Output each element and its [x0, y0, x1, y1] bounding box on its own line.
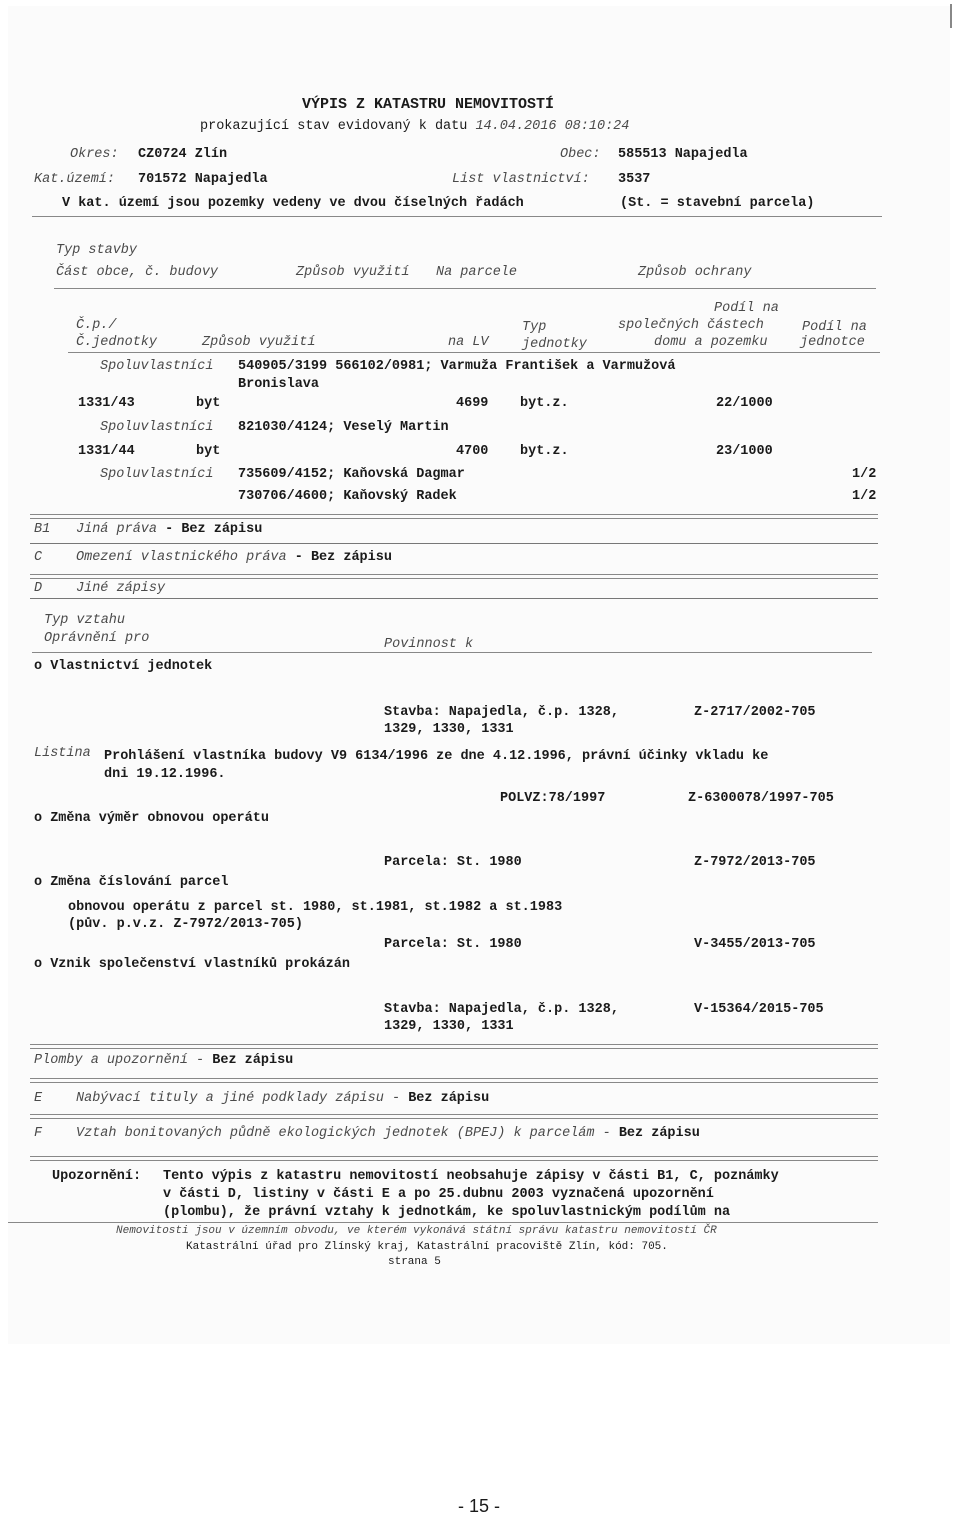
- section-b1-value: - Bez zápisu: [165, 522, 263, 537]
- unit-type: byt.z.: [520, 396, 569, 411]
- divider: [8, 1222, 878, 1223]
- unit-lv: 4699: [456, 396, 489, 411]
- section-c-value: - Bez zápisu: [294, 550, 392, 565]
- entry-stavba: Stavba: Napajedla, č.p. 1328,: [384, 1002, 619, 1017]
- entry-text-cont: (pův. p.v.z. Z-7972/2013-705): [68, 917, 303, 932]
- okres-label: Okres:: [70, 147, 119, 162]
- notice-label: Upozornění:: [52, 1169, 142, 1184]
- entry-polvz: POLVZ:78/1997: [500, 791, 606, 806]
- col-povinnost-k: Povinnost k: [384, 637, 474, 652]
- cadastral-document: [8, 6, 950, 1344]
- divider: [32, 216, 882, 217]
- unit-share: 22/1000: [716, 396, 773, 411]
- page-number: - 15 -: [458, 1496, 501, 1516]
- unit-use: byt: [196, 396, 221, 411]
- unit-share: 23/1000: [716, 444, 773, 459]
- plomby-title: Plomby a upozornění: [34, 1053, 188, 1068]
- col-typ: Typ: [522, 320, 547, 335]
- col-c-jednotky: Č.jednotky: [76, 335, 158, 350]
- section-divider: [30, 1078, 878, 1083]
- obec-label: Obec:: [560, 147, 601, 162]
- section-f-heading: [76, 1125, 700, 1142]
- entry-stavba: Stavba: Napajedla, č.p. 1328,: [384, 705, 619, 720]
- listina-text: Prohlášení vlastníka budovy V9 6134/1996 ze dne 4.12.1996, právní účinky vkladu ke: [104, 749, 769, 764]
- section-divider: [30, 1114, 878, 1119]
- notice-line-3: (plombu), že právní vztahy k jednotkám, ke spoluvlastnickým podílům na: [163, 1205, 731, 1220]
- coowners-text-cont: Bronislava: [238, 377, 320, 392]
- obec-value: 585513 Napajedla: [618, 147, 748, 162]
- col-spolecnych: společných částech: [618, 318, 764, 333]
- coowners-text: 540905/3199 566102/0981; Varmuža František a Varmužová: [238, 359, 676, 374]
- col-podil-na-2: Podíl na: [802, 320, 867, 335]
- section-b1-title: Jiná práva: [76, 522, 158, 537]
- page-label: strana 5: [388, 1256, 441, 1268]
- entry-reference: Z-7972/2013-705: [694, 855, 816, 870]
- entry-title: o Vlastnictví jednotek: [34, 659, 213, 674]
- lv-label: List vlastnictví:: [452, 172, 590, 187]
- section-d-code: D: [34, 581, 43, 596]
- col-zpusob-vyuziti-unit: Způsob využití: [202, 335, 316, 350]
- coowners-label: Spoluvlastníci: [100, 467, 214, 482]
- kat-uzemi-label: Kat.území:: [34, 172, 116, 187]
- listina-label: Listina: [34, 746, 91, 761]
- section-b1-heading: [76, 521, 262, 538]
- coowners-label: Spoluvlastníci: [100, 359, 214, 374]
- entry-parcela: Parcela: St. 1980: [384, 855, 522, 870]
- plomby-value: Bez zápisu: [212, 1053, 294, 1068]
- record-date: 14.04.2016 08:10:24: [475, 119, 630, 134]
- entry-title: o Vznik společenství vlastníků prokázán: [34, 957, 350, 972]
- entry-text: obnovou operátu z parcel st. 1980, st.1981, st.1982 a st.1983: [68, 900, 563, 915]
- numbering-note-legend: (St. = stavební parcela): [620, 196, 815, 211]
- divider: [32, 652, 872, 653]
- col-cp: Č.p./: [76, 318, 117, 333]
- coowner-2-share: 1/2: [852, 489, 877, 504]
- section-c-heading: [76, 549, 392, 566]
- col-domu: domu a pozemku: [654, 335, 768, 350]
- coowners-text: 821030/4124; Veselý Martin: [238, 420, 449, 435]
- section-divider: [30, 574, 878, 579]
- section-c-code: C: [34, 550, 43, 565]
- col-cast-obce: Část obce, č. budovy: [56, 265, 219, 280]
- col-typ-stavby: Typ stavby: [56, 243, 138, 258]
- entry-reference: Z-6300078/1997-705: [688, 791, 834, 806]
- col-na-parcele: Na parcele: [436, 265, 518, 280]
- section-divider: [30, 514, 878, 519]
- section-e-dash: -: [391, 1091, 401, 1106]
- notice-line-2: v části D, listiny v části E a po 25.dubnu 2003 vyznačená upozornění: [163, 1187, 714, 1202]
- col-zpusob-vyuziti: Způsob využití: [296, 265, 410, 280]
- footer-note-2: Katastrální úřad pro Zlínský kraj, Katastrální pracoviště Zlín, kód: 705.: [186, 1241, 668, 1253]
- unit-number: 1331/44: [78, 444, 135, 459]
- col-jednotce: jednotce: [800, 335, 865, 350]
- section-f-value: Bez zápisu: [618, 1126, 700, 1141]
- unit-type: byt.z.: [520, 444, 569, 459]
- entry-stavba-cont: 1329, 1330, 1331: [384, 722, 514, 737]
- col-jednotky: jednotky: [522, 337, 587, 352]
- coowner-1: 735609/4152; Kaňovská Dagmar: [238, 467, 465, 482]
- section-f-code: F: [34, 1126, 43, 1141]
- section-divider: [30, 543, 878, 544]
- unit-number: 1331/43: [78, 396, 135, 411]
- entry-reference: V-15364/2015-705: [694, 1002, 824, 1017]
- col-podil-na: Podíl na: [714, 301, 779, 316]
- section-c-title: Omezení vlastnického práva: [76, 550, 287, 565]
- entry-reference: Z-2717/2002-705: [694, 705, 816, 720]
- section-e-code: E: [34, 1091, 43, 1106]
- section-b1-code: B1: [34, 522, 51, 537]
- col-typ-vztahu: Typ vztahu: [44, 613, 126, 628]
- listina-text-cont: dni 19.12.1996.: [104, 767, 226, 782]
- section-e-heading: [76, 1090, 489, 1107]
- entry-title: o Změna výměr obnovou operátu: [34, 811, 269, 826]
- unit-lv: 4700: [456, 444, 489, 459]
- unit-use: byt: [196, 444, 221, 459]
- section-divider: [30, 598, 878, 599]
- coowners-label: Spoluvlastníci: [100, 420, 214, 435]
- document-title: VÝPIS Z KATASTRU NEMOVITOSTÍ: [302, 96, 555, 113]
- col-zpusob-ochrany: Způsob ochrany: [638, 265, 752, 280]
- section-f-dash: -: [602, 1126, 611, 1141]
- section-e-value: Bez zápisu: [408, 1091, 490, 1106]
- section-divider: [30, 1156, 878, 1161]
- notice-line-1: Tento výpis z katastru nemovitostí neobsahuje zápisy v části B1, C, poznámky: [163, 1169, 779, 1184]
- section-divider: [30, 1044, 878, 1049]
- subtitle-prefix: prokazující stav evidovaný k datu: [200, 119, 468, 134]
- footer-note-1: Nemovitosti jsou v územním obvodu, ve kterém vykonává státní správu katastru nemovitostí ČR: [116, 1225, 717, 1237]
- divider: [68, 352, 880, 353]
- col-opravneni-pro: Oprávnění pro: [44, 631, 150, 646]
- kat-uzemi-value: 701572 Napajedla: [138, 172, 268, 187]
- section-e-title: Nabývací tituly a jiné podklady zápisu: [76, 1091, 384, 1106]
- document-subtitle: [200, 118, 629, 135]
- section-d-title: Jiné zápisy: [76, 581, 166, 596]
- numbering-note: V kat. území jsou pozemky vedeny ve dvou číselných řadách: [62, 196, 524, 211]
- entry-reference: V-3455/2013-705: [694, 937, 816, 952]
- coowner-1-share: 1/2: [852, 467, 877, 482]
- plomby-dash: -: [196, 1053, 205, 1068]
- entry-stavba-cont: 1329, 1330, 1331: [384, 1019, 514, 1034]
- coowner-2: 730706/4600; Kaňovský Radek: [238, 489, 457, 504]
- plomby-heading: [34, 1052, 293, 1069]
- okres-value: CZ0724 Zlín: [138, 147, 228, 162]
- divider: [54, 288, 876, 289]
- lv-value: 3537: [618, 172, 651, 187]
- col-na-lv: na LV: [448, 335, 489, 350]
- entry-parcela: Parcela: St. 1980: [384, 937, 522, 952]
- section-f-title: Vztah bonitovaných půdně ekologických jednotek (BPEJ) k parcelám: [76, 1126, 595, 1141]
- entry-title: o Změna číslování parcel: [34, 875, 229, 890]
- scan-edge-mark: [950, 4, 952, 28]
